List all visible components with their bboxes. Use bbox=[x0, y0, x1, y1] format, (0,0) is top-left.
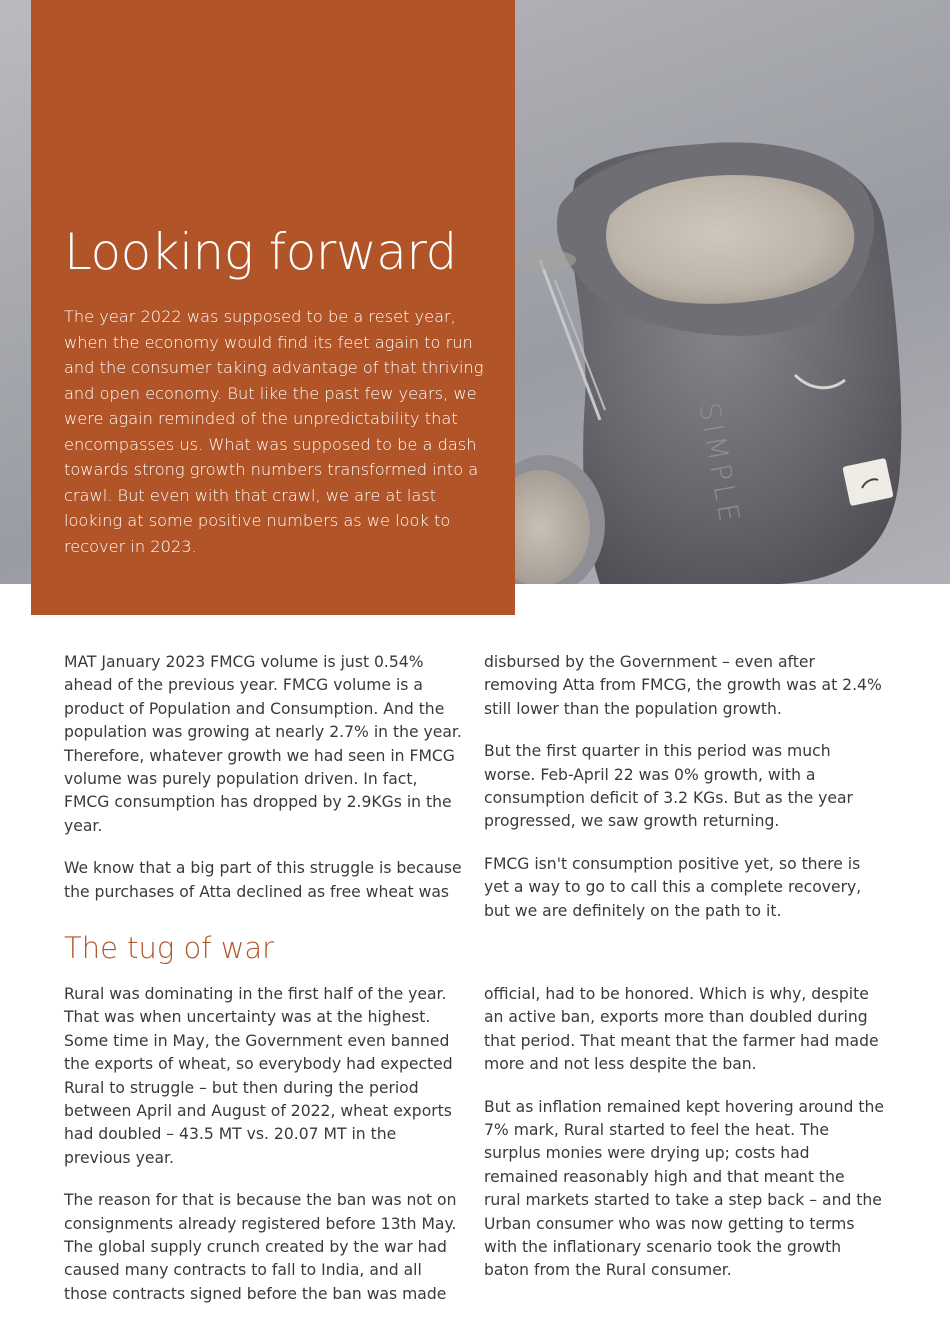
section-2-left-column bbox=[64, 983, 464, 1325]
paragraph: official, had to be honored. Which is why, despite an active ban, exports more than doubled during that period. That meant that the farmer had made more and not less despite the ban. bbox=[484, 985, 879, 1074]
paragraph: The reason for that is because the ban was not on consignments already registered before 13th May. The global supply crunch created by the war had caused many contracts to fall to India, and all those contracts signed before the ban was made bbox=[64, 1191, 457, 1303]
section-1-right-column bbox=[484, 651, 884, 942]
paragraph: MAT January 2023 FMCG volume is just 0.54% ahead of the previous year. FMCG volume is a product of Population and Consumption. And the population was growing at nearly 2.7% in the year. Therefore, whatever growth we had seen in FMCG volume was purely population driven. In fact, FMCG consumption has dropped by 2.9KGs in the year. bbox=[64, 653, 462, 835]
section-1-left-column bbox=[64, 651, 464, 942]
paragraph: disbursed by the Government – even after removing Atta from FMCG, the growth was at 2.4% still lower than the population growth. bbox=[484, 653, 882, 718]
paragraph: Rural was dominating in the first half of the year. That was when uncertainty was at the highest. Some time in May, the Government even banned the exports of wheat, so everybody had expected Rural to struggle – but then during the period between April and August of 2022, wheat exports had doubled – 43.5 MT vs. 20.07 MT in the previous year. bbox=[64, 985, 453, 1167]
hero-intro: The year 2022 was supposed to be a reset year, when the economy would find its feet again to run and the consumer taking advantage of that thriving and open economy. But like the past few years, we were again reminded of the unpredictability that encompasses us. What was supposed to be a dash towards strong growth numbers transformed into a crawl. But even with that crawl, we are at last looking at some positive numbers as we look to recover in 2023. bbox=[64, 307, 484, 556]
paragraph: FMCG isn't consumption positive yet, so there is yet a way to go to call this a complete recovery, but we are definitely on the path to it. bbox=[484, 854, 862, 920]
section-heading: The tug of war bbox=[64, 931, 275, 965]
paragraph: But the first quarter in this period was much worse. Feb-April 22 was 0% growth, with a consumption deficit of 3.2 KGs. But as the year progressed, we saw growth returning. bbox=[484, 742, 853, 831]
section-2-right-column bbox=[484, 983, 884, 1325]
bag-print-text: SIMPLE bbox=[692, 400, 747, 529]
section-2 bbox=[64, 983, 884, 1325]
page-title: Looking forward bbox=[64, 223, 457, 281]
paragraph: But as inflation remained kept hovering around the 7% mark, Rural started to feel the heat. The surplus monies were drying up; costs had remained reasonably high and that meant the rural markets started to take a step back – and the Urban consumer who was now getting to terms with the inflationary scenario took the growth baton from the Rural consumer. bbox=[484, 1097, 884, 1280]
paragraph: We know that a big part of this struggle is because the purchases of Atta declined as free wheat was bbox=[64, 859, 462, 901]
section-1 bbox=[64, 651, 884, 942]
hero-panel bbox=[31, 0, 515, 615]
